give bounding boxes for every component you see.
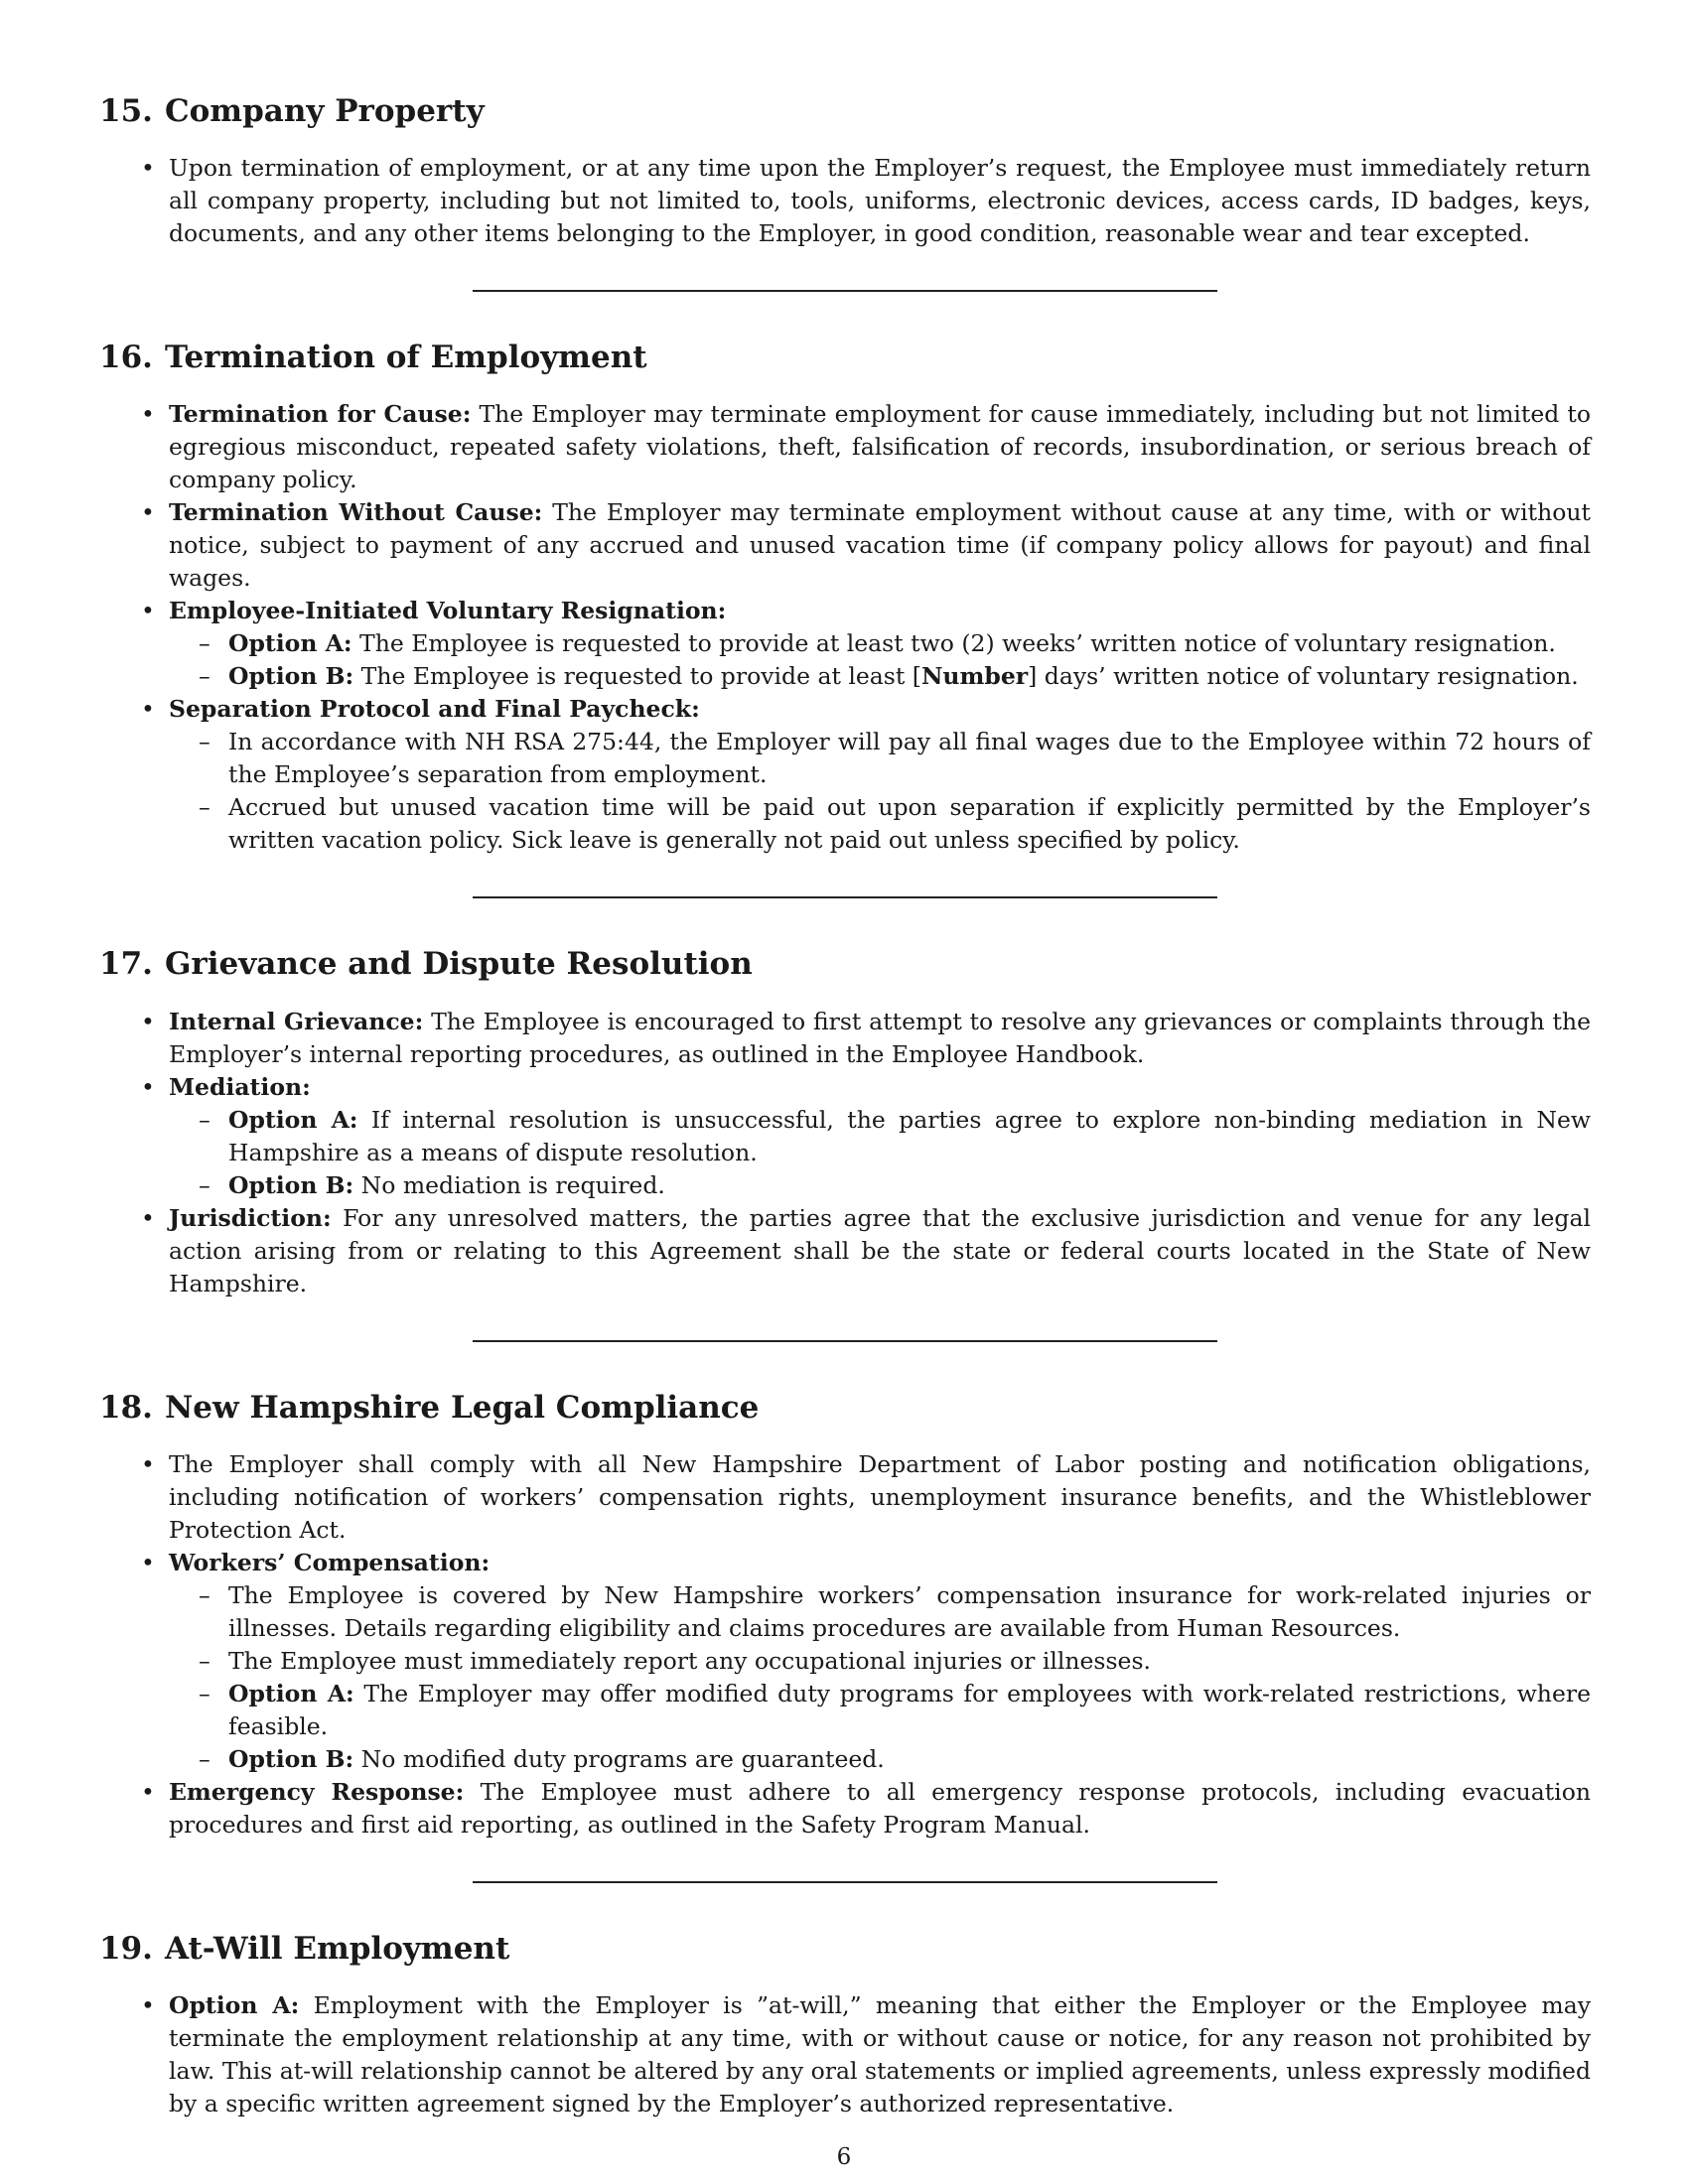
sub-list-item: – Accrued but unused vacation time will be paid out upon separation if explicitly permitted by the Employer’s written vacation policy. Sick leave is generally not paid out unless specified by policy. — [228, 791, 1591, 857]
bullet-list — [99, 1989, 1591, 2120]
list-item: • Separation Protocol and Final Paycheck: – In accordance with NH RSA 275:44, the Employer will pay all final wages due to the Employee within 72 hours of the Employee’s separation from employment. – Accrued but unused vacation time will be paid out upon separation if explicitly permitted by the Employer’s written vacation policy. Sick leave is generally not paid out unless specified by policy. — [169, 693, 1591, 857]
page-number: 6 — [836, 2144, 852, 2170]
list-item: • Termination for Cause: The Employer may terminate employment for cause immediately, including but not limited to egregious misconduct, repeated safety violations, theft, falsification of records, insubordination, or serious breach of company policy. — [169, 398, 1591, 496]
sub-list-item: – Option B: No modified duty programs are guaranteed. — [228, 1743, 1591, 1776]
list-item: • Internal Grievance: The Employee is encouraged to first attempt to resolve any grievances or complaints through the Employer’s internal reporting procedures, as outlined in the Employee Handbook. — [169, 1006, 1591, 1071]
document-page — [99, 93, 1591, 2120]
section-nh-compliance — [99, 1390, 1591, 1842]
sub-list-item: – The Employee is covered by New Hampshire workers’ compensation insurance for work-related injuries or illnesses. Details regarding eligibility and claims procedures are available from Human Resources. — [228, 1579, 1591, 1645]
section-termination — [99, 340, 1591, 857]
sub-list-item: – The Employee must immediately report any occupational injuries or illnesses. — [228, 1645, 1591, 1678]
section-at-will — [99, 1931, 1591, 2120]
section-heading: 18. New Hampshire Legal Compliance — [99, 1389, 760, 1426]
bullet-list — [99, 1006, 1591, 1300]
placeholder-number: Number — [920, 662, 1029, 691]
sub-list — [169, 726, 1591, 857]
list-item: • Mediation: – Option A: If internal resolution is unsuccessful, the parties agree to explore non-binding mediation in New Hampshire as a means of dispute resolution. – Option B: No mediation is required. — [169, 1071, 1591, 1202]
list-item: • The Employer shall comply with all New Hampshire Department of Labor posting and notification obligations, including notification of workers’ compensation rights, unemployment insurance benefits, and the Whistleblower Protection Act. — [169, 1448, 1591, 1547]
sub-list — [169, 1104, 1591, 1202]
section-grievance — [99, 946, 1591, 1299]
section-heading: 16. Termination of Employment — [99, 340, 647, 376]
sub-list-item: – Option A: The Employee is requested to provide at least two (2) weeks’ written notice of voluntary resignation. — [228, 627, 1591, 660]
sub-list-item: – Option A: If internal resolution is unsuccessful, the parties agree to explore non-binding mediation in New Hampshire as a means of dispute resolution. — [228, 1104, 1591, 1169]
sub-list-item: – Option B: The Employee is requested to provide at least [Number] days’ written notice of voluntary resignation. — [228, 660, 1591, 693]
bullet-list — [99, 152, 1591, 250]
section-heading: 19. At-Will Employment — [99, 1930, 510, 1967]
list-item: • Jurisdiction: For any unresolved matters, the parties agree that the exclusive jurisdiction and venue for any legal action arising from or relating to this Agreement shall be the state or federal courts located in the State of New Hampshire. — [169, 1202, 1591, 1300]
sub-list-item: – In accordance with NH RSA 275:44, the Employer will pay all final wages due to the Employee within 72 hours of the Employee’s separation from employment. — [228, 726, 1591, 791]
list-item: • Upon termination of employment, or at any time upon the Employer’s request, the Employee must immediately return all company property, including but not limited to, tools, uniforms, electronic devices, access cards, ID badges, keys, documents, and any other items belonging to the Employer, in good condition, reasonable wear and tear excepted. — [169, 152, 1591, 250]
section-heading: 17. Grievance and Dispute Resolution — [99, 946, 753, 983]
sub-list-item: – Option B: No mediation is required. — [228, 1169, 1591, 1202]
list-item: • Workers’ Compensation: – The Employee is covered by New Hampshire workers’ compensation insurance for work-related injuries or illnesses. Details regarding eligibility and claims procedures are available from Human Resources. – The Employee must immediately report any occupational injuries or illnesses. – Option A: The Employer may offer modified duty programs for employees with work-related restrictions, where feasible. – Option B: No modified duty programs are guaranteed. — [169, 1547, 1591, 1776]
sub-list — [169, 627, 1591, 693]
section-divider — [473, 1340, 1217, 1342]
list-item: • Emergency Response: The Employee must adhere to all emergency response protocols, including evacuation procedures and first aid reporting, as outlined in the Safety Program Manual. — [169, 1776, 1591, 1842]
sub-list-item: – Option A: The Employer may offer modified duty programs for employees with work-related restrictions, where feasible. — [228, 1678, 1591, 1743]
section-divider — [473, 290, 1217, 292]
section-divider — [473, 1881, 1217, 1883]
section-company-property — [99, 93, 1591, 250]
bullet-list — [99, 398, 1591, 857]
sub-list — [169, 1579, 1591, 1776]
list-item: • Termination Without Cause: The Employer may terminate employment without cause at any time, with or without notice, subject to payment of any accrued and unused vacation time (if company policy allows for payout) and final wages. — [169, 496, 1591, 595]
section-divider — [473, 896, 1217, 898]
section-heading: 15. Company Property — [99, 93, 485, 129]
bullet-list — [99, 1448, 1591, 1842]
list-item: • Option A: Employment with the Employer is ”at-will,” meaning that either the Employer or the Employee may terminate the employment relationship at any time, with or without cause or notice, for any reason not prohibited by law. This at-will relationship cannot be altered by any oral statements or implied agreements, unless expressly modified by a specific written agreement signed by the Employer’s authorized representative. — [169, 1989, 1591, 2120]
list-item: • Employee-Initiated Voluntary Resignation: – Option A: The Employee is requested to provide at least two (2) weeks’ written notice of voluntary resignation. – Option B: The Employee is requested to provide at least [Number] days’ written notice of voluntary resignation. — [169, 595, 1591, 693]
